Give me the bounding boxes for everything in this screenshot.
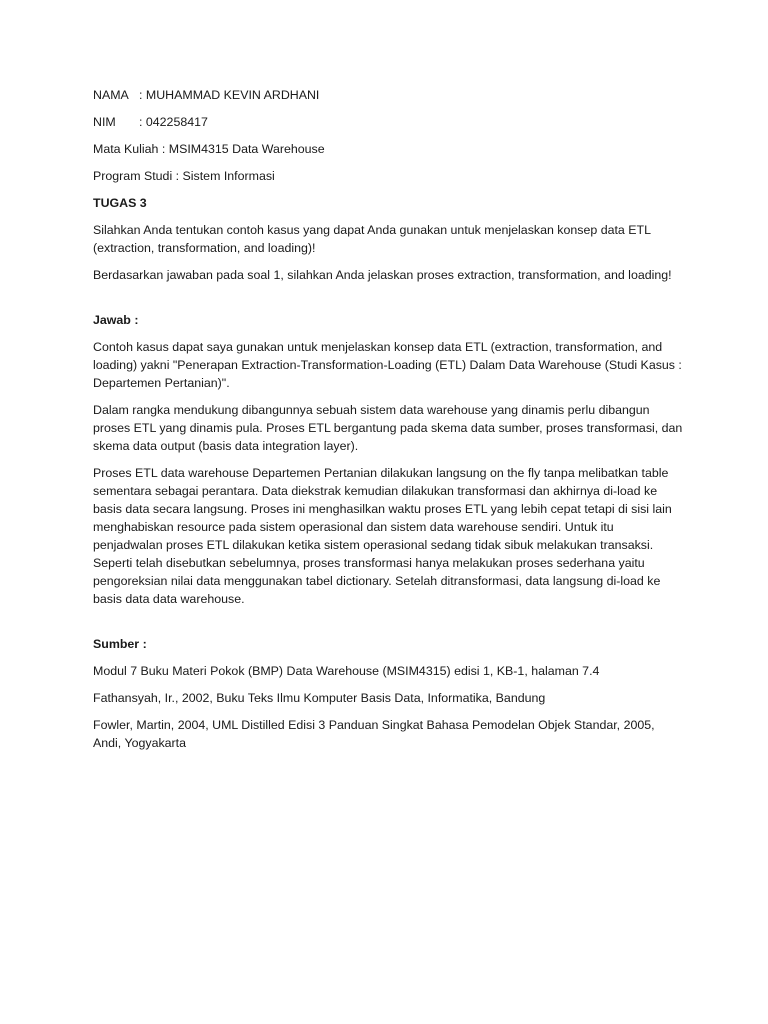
nim-line <box>93 113 683 131</box>
question-1: Silahkan Anda tentukan contoh kasus yang dapat Anda gunakan untuk menjelaskan konsep data ETL (extraction, transformation, and loading)! <box>93 223 651 255</box>
mata-kuliah-line: Mata Kuliah : MSIM4315 Data Warehouse <box>93 142 325 156</box>
spacer <box>93 293 683 311</box>
question-2: Berdasarkan jawaban pada soal 1, silahkan Anda jelaskan proses extraction, transformation, and loading! <box>93 268 672 282</box>
spacer <box>93 617 683 635</box>
answer-paragraph-2: Dalam rangka mendukung dibangunnya sebuah sistem data warehouse yang dinamis perlu dibangun proses ETL yang dinamis pula. Proses ETL bergantung pada skema data sumber, proses transformasi, dan skema data output (basis data integration layer). <box>93 403 683 453</box>
nim-label: NIM <box>93 115 116 129</box>
document-page <box>93 86 683 761</box>
answer-paragraph-1: Contoh kasus dapat saya gunakan untuk menjelaskan konsep data ETL (extraction, transformation, and loading) yakni "Penerapan Extraction-Transformation-Loading (ETL) Dalam Data Warehouse (Studi Kasus : Departemen Pertanian)". <box>93 340 682 390</box>
source-item: Fowler, Martin, 2004, UML Distilled Edisi 3 Panduan Singkat Bahasa Pemodelan Objek Standar, 2005, Andi, Yogyakarta <box>93 718 655 750</box>
nama-label: NAMA <box>93 88 129 102</box>
nama-line <box>93 86 683 104</box>
nim-value: : 042258417 <box>139 115 208 129</box>
sources-title: Sumber : <box>93 637 147 651</box>
answer-paragraph-3: Proses ETL data warehouse Departemen Pertanian dilakukan langsung on the fly tanpa melibatkan table sementara sebagai perantara. Data diekstrak kemudian dilakukan transformasi dan akhirnya di-load ke basis data secara langsung. Proses ini menghasilkan waktu proses ETL yang lebih cepat tetapi di sisi lain menghabiskan resource pada sistem operasional dan sistem data warehouse sendiri. Untuk itu penjadwalan proses ETL dilakukan ketika sistem operasional sedang tidak sibuk melakukan transaksi. Seperti telah disebutkan sebelumnya, proses transformasi hanya melakukan proses sederhana yaitu pengoreksian nilai data menggunakan tabel dictionary. Setelah ditransformasi, data langsung di-load ke basis data data warehouse. <box>93 466 672 606</box>
source-item: Modul 7 Buku Materi Pokok (BMP) Data Warehouse (MSIM4315) edisi 1, KB-1, halaman 7.4 <box>93 664 600 678</box>
nama-value: : MUHAMMAD KEVIN ARDHANI <box>139 88 320 102</box>
program-studi-line: Program Studi : Sistem Informasi <box>93 169 275 183</box>
answer-title: Jawab : <box>93 313 139 327</box>
source-item: Fathansyah, Ir., 2002, Buku Teks Ilmu Komputer Basis Data, Informatika, Bandung <box>93 691 546 705</box>
task-title: TUGAS 3 <box>93 196 147 210</box>
